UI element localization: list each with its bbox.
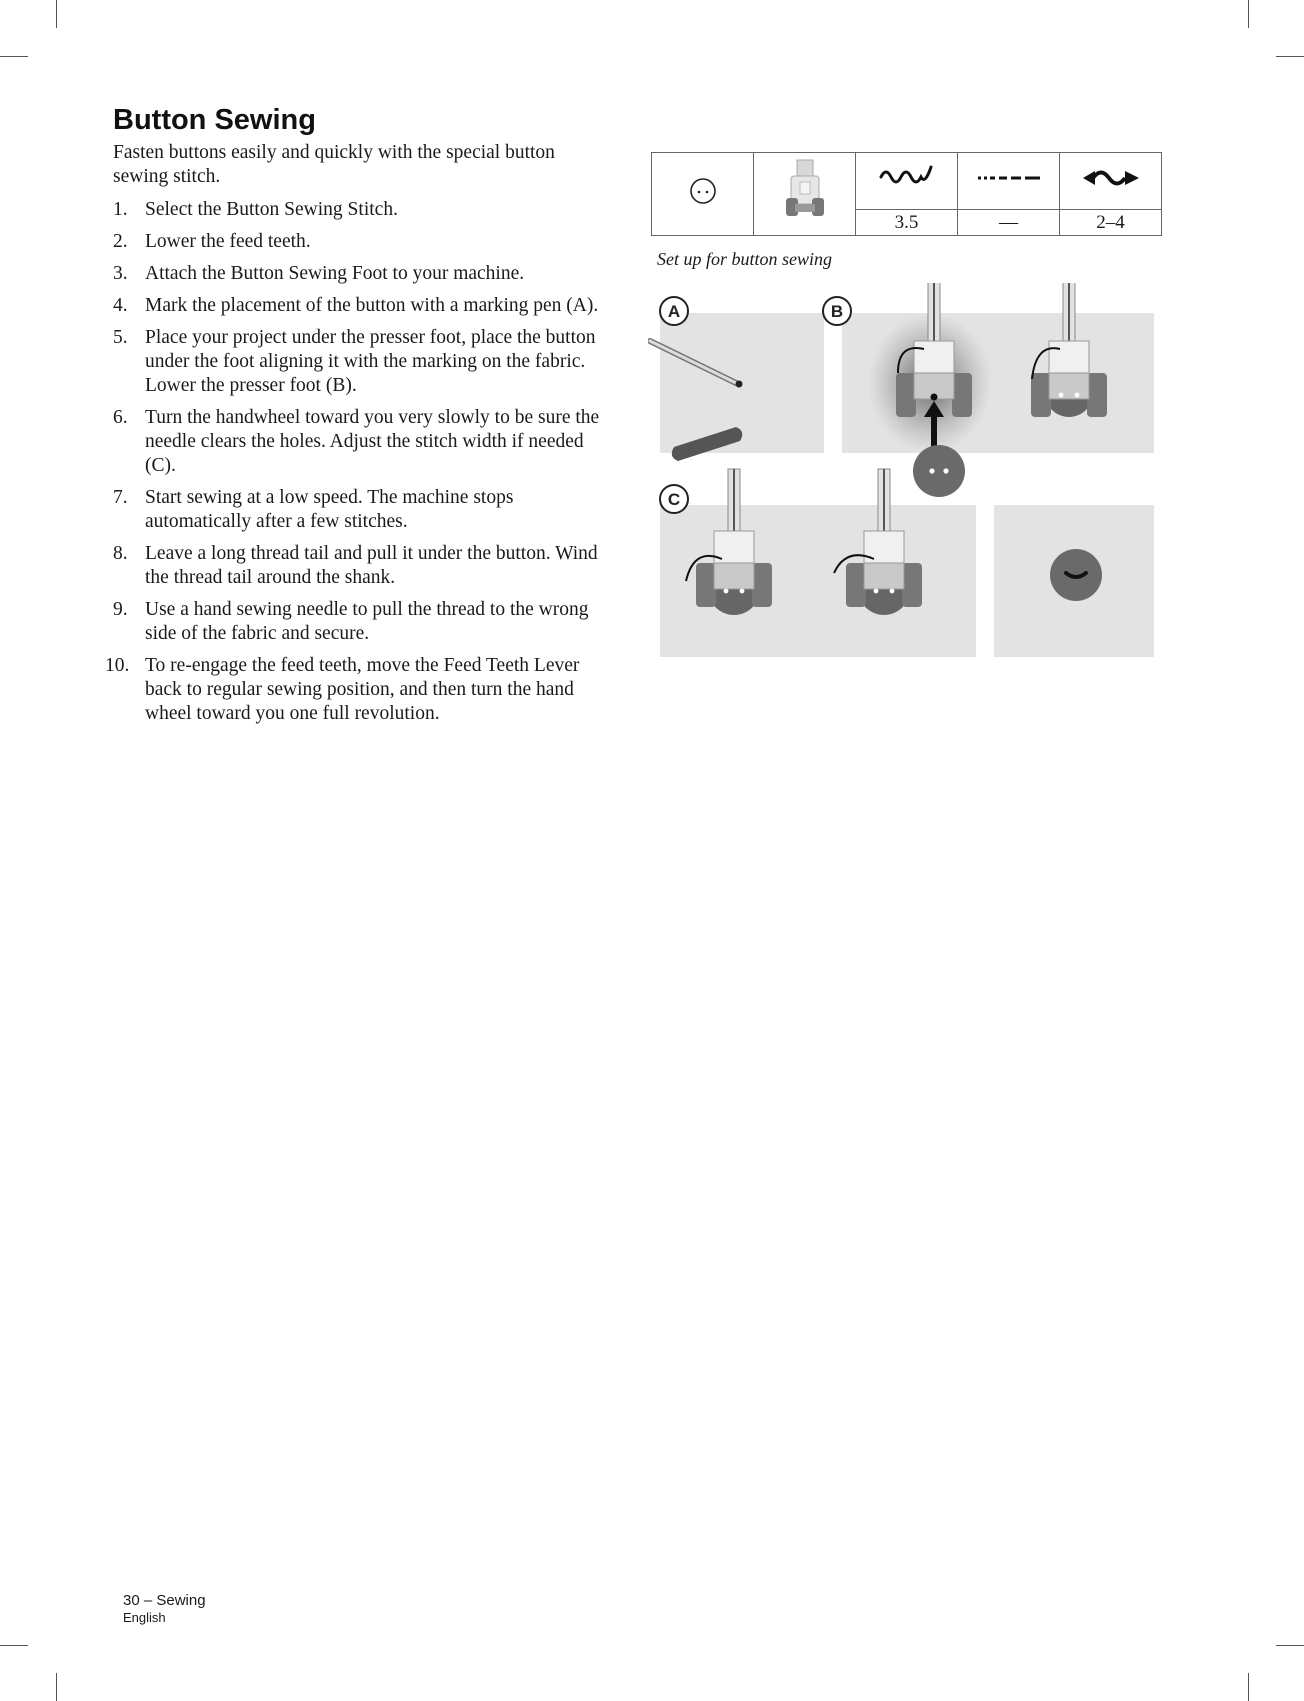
button-stitch-icon <box>652 153 754 236</box>
list-item: 9. Use a hand sewing needle to pull the thread to the wrong side of the fabric and secure. <box>113 599 589 644</box>
intro-text: Fasten buttons easily and quickly with the special button sewing stitch. <box>113 142 555 187</box>
thread-tension-icon <box>1060 153 1162 210</box>
button-foot-icon <box>754 153 856 236</box>
label-c <box>660 485 688 513</box>
figure-caption: Set up for button sewing <box>657 249 832 269</box>
page-footer <box>123 1592 206 1626</box>
stitch-length-icon <box>958 153 1060 210</box>
page-number: 30 – Sewing <box>123 1592 206 1609</box>
thread-tension-value: 2–4 <box>1060 210 1162 236</box>
list-item: 5. Place your project under the presser foot, place the button under the foot aligning it with the marking on the fabric. Lower the presser foot (B). <box>113 327 596 396</box>
footer-language: English <box>123 1610 166 1625</box>
crop-mark <box>56 0 57 28</box>
svg-text:B: B <box>830 302 844 321</box>
crop-mark <box>0 56 28 57</box>
crop-mark <box>56 1673 57 1701</box>
stitch-settings-table <box>651 152 1162 236</box>
svg-text:C: C <box>667 490 681 509</box>
sewn-button-icon <box>1050 549 1102 601</box>
crop-mark <box>1276 56 1304 57</box>
crop-mark <box>1276 1645 1304 1646</box>
list-item: 1. Select the Button Sewing Stitch. <box>113 199 398 220</box>
list-item: 6. Turn the handwheel toward you very slowly to be sure the needle clears the holes. Adjust the stitch width if needed (C). <box>113 407 600 476</box>
crop-mark <box>1248 1673 1249 1701</box>
list-item: 7. Start sewing at a low speed. The machine stops automatically after a few stitches. <box>113 487 514 532</box>
button-icon <box>913 445 965 497</box>
list-item: 2. Lower the feed teeth. <box>113 231 311 252</box>
stitch-length-value: — <box>958 210 1060 236</box>
list-item: 3. Attach the Button Sewing Foot to your machine. <box>113 263 525 284</box>
svg-text:A: A <box>667 302 681 321</box>
stitch-width-icon <box>856 153 958 210</box>
crop-mark <box>1248 0 1249 28</box>
list-item: 4. Mark the placement of the button with a marking pen (A). <box>113 295 599 316</box>
crop-mark <box>0 1645 28 1646</box>
page-title: Button Sewing <box>113 104 316 136</box>
button-sewing-illustration <box>648 283 1158 663</box>
stitch-width-value: 3.5 <box>856 210 958 236</box>
list-item: 8. Leave a long thread tail and pull it under the button. Wind the thread tail around the shank. <box>113 543 598 588</box>
label-b <box>823 297 851 325</box>
steps-list <box>105 198 613 734</box>
label-a <box>660 297 688 325</box>
list-item: 10. To re-engage the feed teeth, move the Feed Teeth Lever back to regular sewing position, and then turn the hand wheel toward you one full revolution. <box>105 655 580 724</box>
